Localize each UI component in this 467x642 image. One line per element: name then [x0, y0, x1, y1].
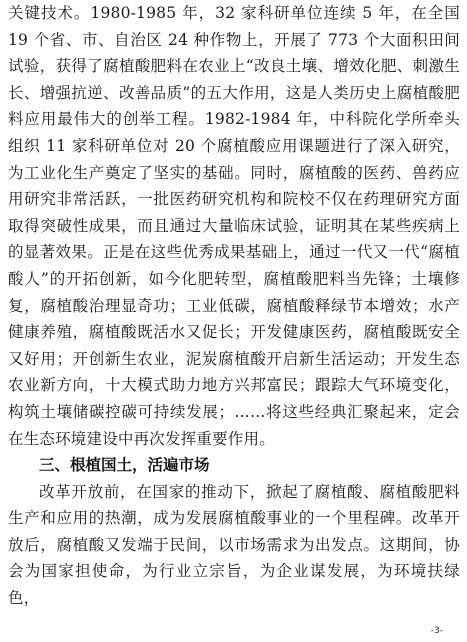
document-page [8, 0, 460, 612]
page-number: -3- [430, 626, 443, 636]
section-heading: 三、根植国土，活遍市场 [39, 456, 210, 475]
body-paragraph-continued: 关键技术。1980-1985 年，32 家科研单位连续 5 年，在全国 19 个省、市、自治区 24 种作物上，开展了 773 个大面积田间试验，获得了腐植酸肥料在农业上“改良土壤、增效化肥、刺激生长、增强抗逆、改善品质”的五大作用，这是人类历史上腐植酸肥料应用最伟大的创举工程。1982-1984 年，中科院化学所牵头组织 11 家科研单位对 20 个腐植酸应用课题进行了深入研究，为工业化生产奠定了坚实的基础。同时，腐植酸的医药、兽药应用研究非常活跃，一批医药研究机构和院校不仅在药理研究方面取得突破性成果，而且通过大量临床试验，证明其在某些疾病上的显著效果。正是在这些优秀成果基础上，通过一代又一代“腐植酸人”的开拓创新，如今化肥转型，腐植酸肥料当先锋；土壤修复，腐植酸治理显奇功；工业低碳，腐植酸释绿节本增效；水产健康养殖，腐植酸既活水又促长；开发健康医药，腐植酸既安全又好用；开创新生农业，泥炭腐植酸开启新生活运动；开发生态农业新方向，十大模式助力地方兴邦富民；跟踪大气环境变化，构筑土壤储碳控碳可持续发展；……将这些经典汇聚起来，定会在生态环境建设中再次发挥重要作用。 [8, 4, 460, 448]
body-paragraph-section3: 改革开放前，在国家的推动下，掀起了腐植酸、腐植酸肥料生产和应用的热潮，成为发展腐植酸事业的一个里程碑。改革开放后，腐植酸又发端于民间，以市场需求为出发点。这期间，协会为国家担使命，为行业立宗旨，为企业谋发展，为环境扶绿色， [8, 482, 460, 608]
